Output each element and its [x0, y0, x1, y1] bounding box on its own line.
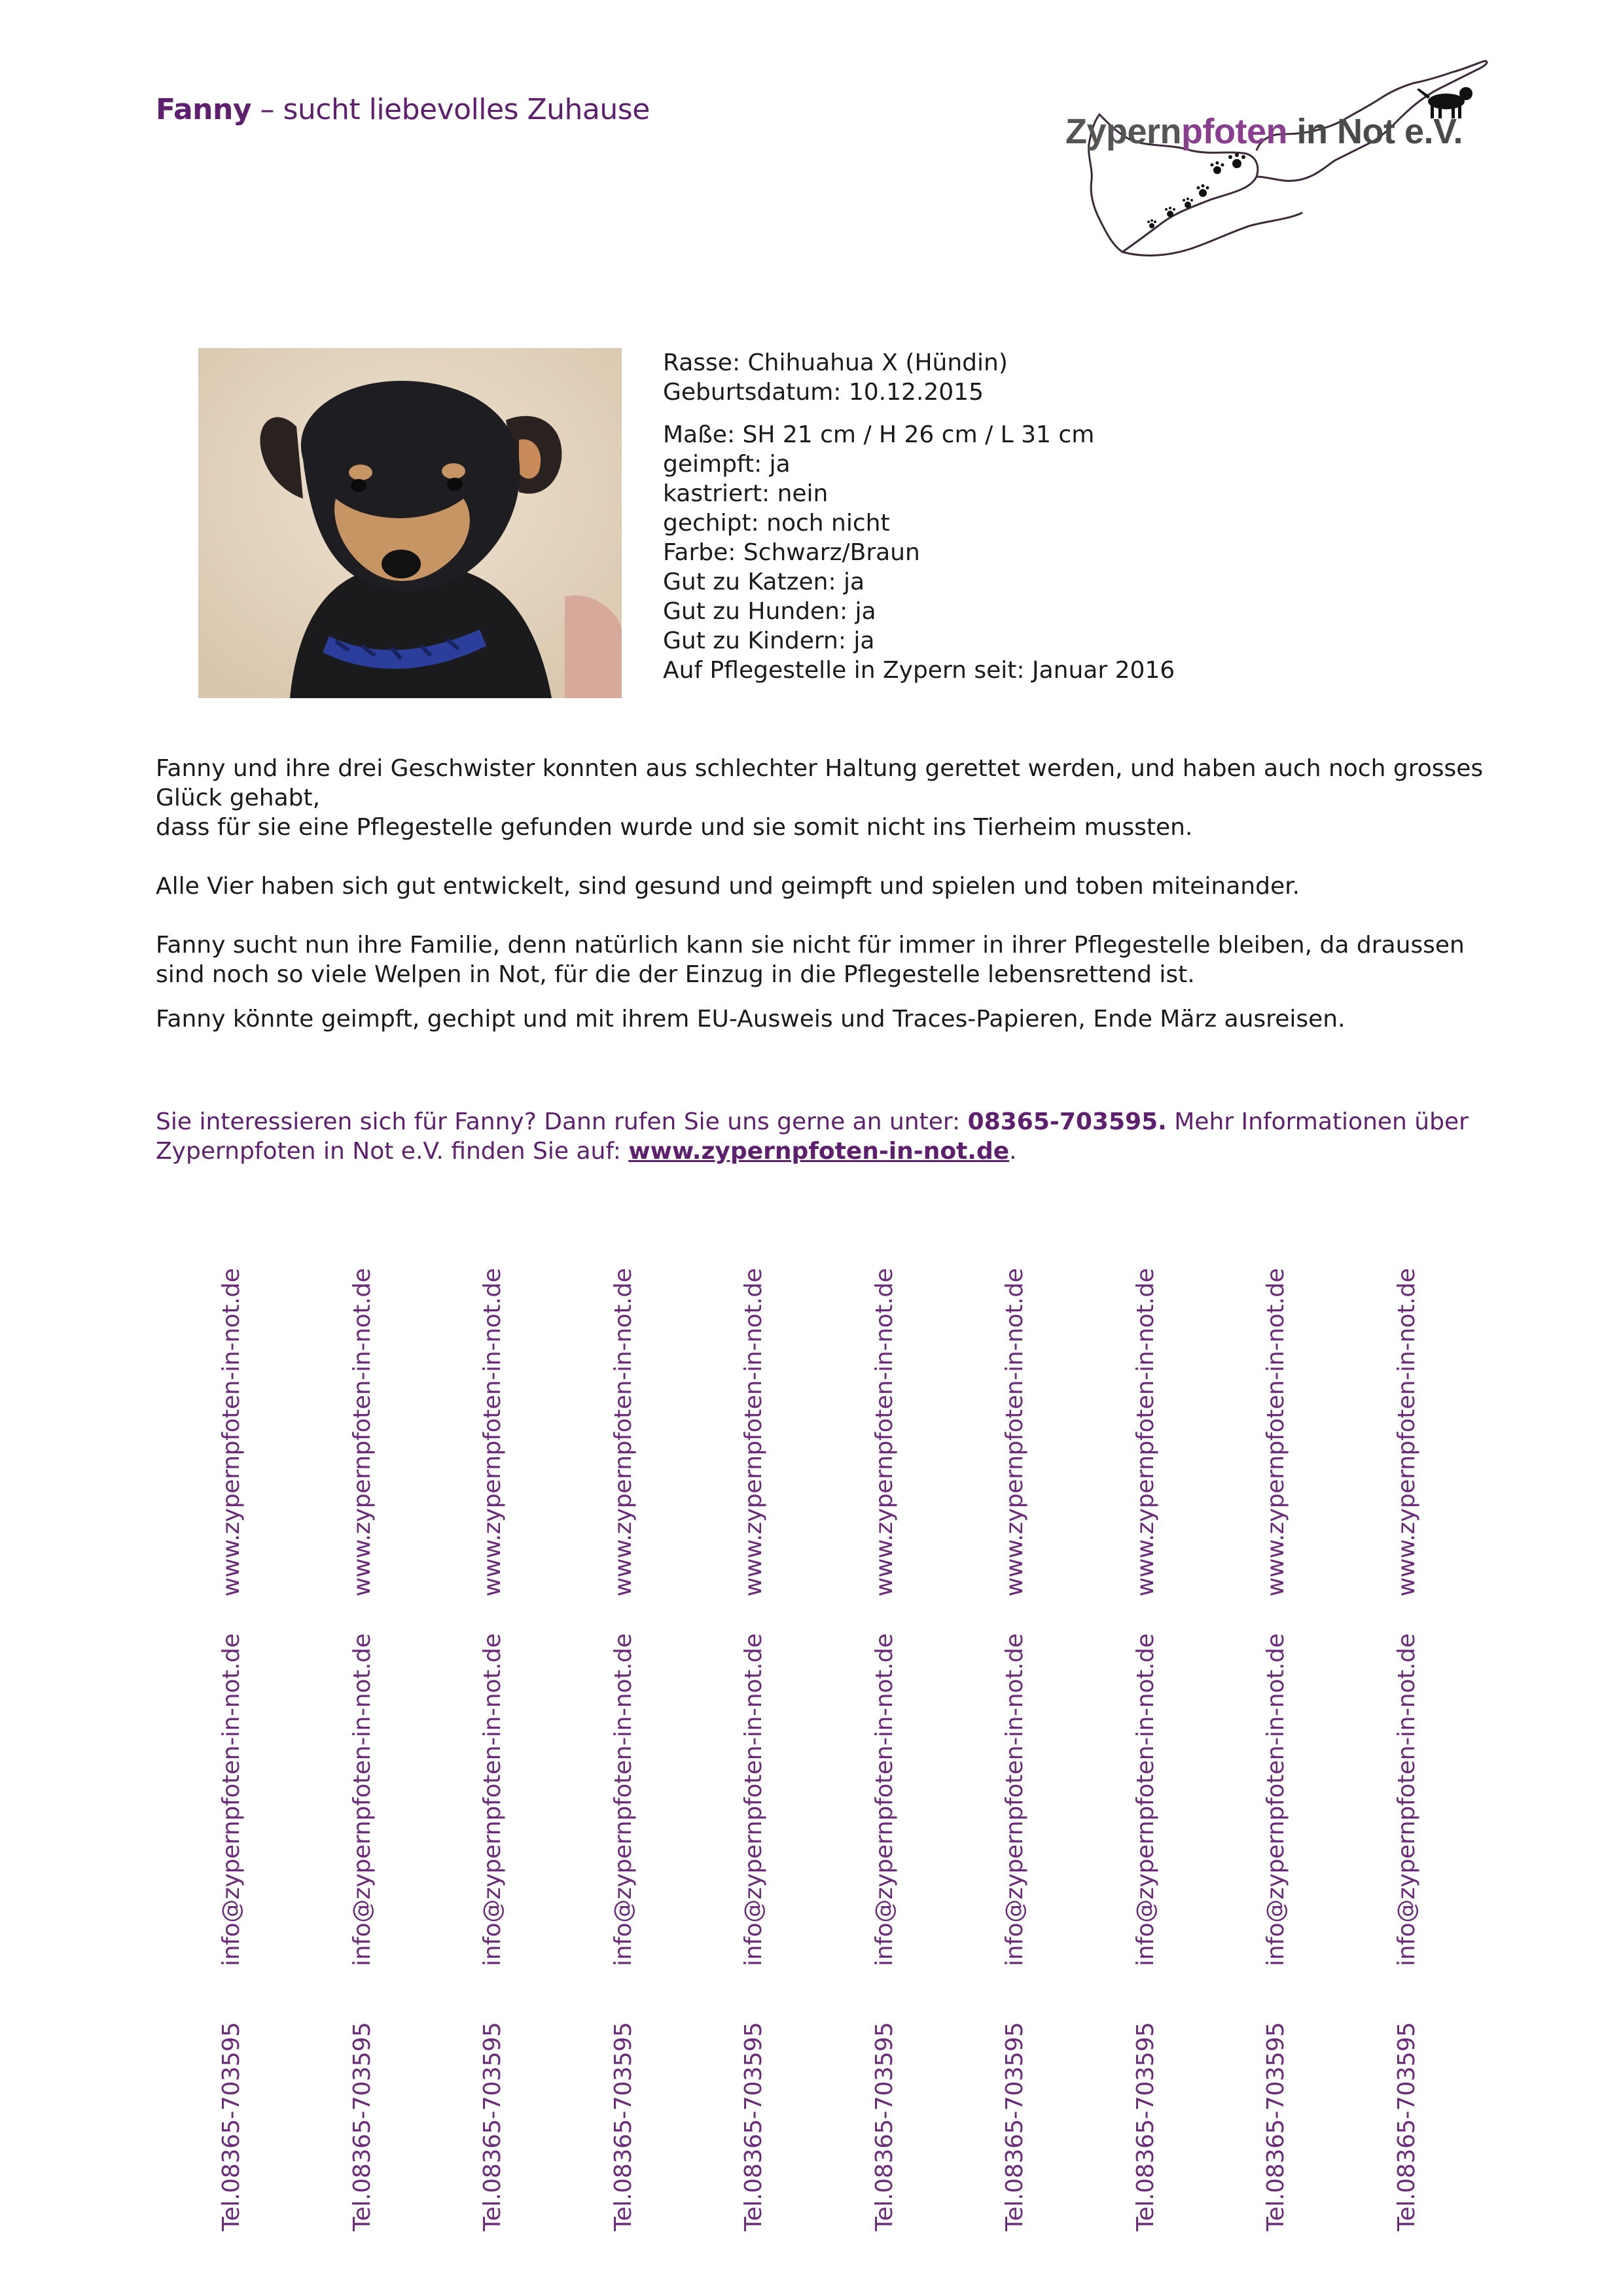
- strip-website: www.zypernpfoten-in-not.de: [218, 1268, 245, 1597]
- strip-website: www.zypernpfoten-in-not.de: [1001, 1268, 1028, 1597]
- strip-phone: Tel.08365-703595: [348, 2022, 376, 2231]
- fact-katzen: Gut zu Katzen: ja: [663, 569, 865, 595]
- fact-gechipt: gechipt: noch nicht: [663, 510, 890, 537]
- strip-email: info@zypernpfoten-in-not.de: [1262, 1633, 1289, 1966]
- tear-off-strip: [217, 1253, 257, 2241]
- tear-off-strip: [1001, 1253, 1040, 2241]
- title-rest: – sucht liebevolles Zuhause: [251, 93, 650, 126]
- strip-website: www.zypernpfoten-in-not.de: [479, 1268, 506, 1597]
- strip-email: info@zypernpfoten-in-not.de: [348, 1633, 376, 1966]
- strip-phone: Tel.08365-703595: [870, 2022, 898, 2231]
- strip-website: www.zypernpfoten-in-not.de: [1262, 1268, 1289, 1597]
- strip-phone: Tel.08365-703595: [1001, 2022, 1028, 2231]
- strip-website: www.zypernpfoten-in-not.de: [870, 1268, 898, 1597]
- strip-email: info@zypernpfoten-in-not.de: [870, 1633, 898, 1966]
- fact-masse: Maße: SH 21 cm / H 26 cm / L 31 cm: [663, 421, 1095, 448]
- tear-off-strip: [870, 1253, 910, 2241]
- fact-geimpft: geimpft: ja: [663, 451, 791, 478]
- strip-email: info@zypernpfoten-in-not.de: [1393, 1633, 1420, 1966]
- dog-name: Fanny: [156, 93, 251, 126]
- page-title: [156, 93, 650, 126]
- fact-kindern: Gut zu Kindern: ja: [663, 627, 875, 654]
- strip-phone: Tel.08365-703595: [1262, 2022, 1289, 2231]
- fact-farbe: Farbe: Schwarz/Braun: [663, 539, 920, 566]
- strip-email: info@zypernpfoten-in-not.de: [1132, 1633, 1159, 1966]
- fact-pflegestelle: Auf Pflegestelle in Zypern seit: Januar 2016: [663, 657, 1175, 684]
- strip-phone: Tel.08365-703595: [1132, 2022, 1159, 2231]
- strip-email: info@zypernpfoten-in-not.de: [479, 1633, 506, 1966]
- contact-info: Sie interessieren sich für Fanny? Dann rufen Sie uns gerne an unter: 08365-703595. Mehr Informationen über Zypernpfoten in Not e.V. finden Sie auf: www.zypernpfoten-in-not.de.: [156, 1108, 1469, 1165]
- paragraph-3: Fanny sucht nun ihre Familie, denn natürlich kann sie nicht für immer in ihrer Pflegestelle bleiben, da draussen sind noch so viele Welpen in Not, für die der Einzug in die Pflegestelle lebensrettend ist.: [156, 932, 1465, 988]
- dog-facts: [663, 348, 1175, 685]
- paragraph-2: Alle Vier haben sich gut entwickelt, sind gesund und geimpft und spielen und toben miteinander.: [156, 873, 1300, 900]
- strip-website: www.zypernpfoten-in-not.de: [1393, 1268, 1420, 1597]
- tear-off-strip: [609, 1253, 649, 2241]
- strip-phone: Tel.08365-703595: [218, 2022, 245, 2231]
- strip-phone: Tel.08365-703595: [479, 2022, 506, 2231]
- paragraph-1b: dass für sie eine Pflegestelle gefunden wurde und sie somit nicht ins Tierheim mussten.: [156, 814, 1193, 841]
- strip-email: info@zypernpfoten-in-not.de: [1001, 1633, 1028, 1966]
- paragraph-1a: Fanny und ihre drei Geschwister konnten aus schlechter Haltung gerettet werden, und haben auch noch grosses Glück gehabt,: [156, 755, 1484, 811]
- strip-phone: Tel.08365-703595: [740, 2022, 767, 2231]
- strip-website: www.zypernpfoten-in-not.de: [740, 1268, 767, 1597]
- strip-phone: Tel.08365-703595: [1393, 2022, 1420, 2231]
- paragraph-4: Fanny könnte geimpft, gechipt und mit ihrem EU-Ausweis und Traces-Papieren, Ende März ausreisen.: [156, 1006, 1346, 1033]
- strip-email: info@zypernpfoten-in-not.de: [740, 1633, 767, 1966]
- logo-wordmark: Zypernpfoten in Not e.V.: [1065, 112, 1463, 151]
- strip-website: www.zypernpfoten-in-not.de: [348, 1268, 376, 1597]
- fact-hunden: Gut zu Hunden: ja: [663, 598, 876, 625]
- strip-phone: Tel.08365-703595: [609, 2022, 637, 2231]
- tear-off-strip: [1132, 1253, 1171, 2241]
- tear-off-strip: [348, 1253, 387, 2241]
- tear-off-strip: [478, 1253, 518, 2241]
- strip-email: info@zypernpfoten-in-not.de: [609, 1633, 637, 1966]
- description: [156, 754, 1484, 1034]
- strip-website: www.zypernpfoten-in-not.de: [609, 1268, 637, 1597]
- strip-email: info@zypernpfoten-in-not.de: [218, 1633, 245, 1966]
- fact-rasse: Rasse: Chihuahua X (Hündin): [663, 349, 1008, 376]
- tear-off-strip: [1262, 1253, 1301, 2241]
- tear-off-strip: [1393, 1253, 1432, 2241]
- paw-prints-icon: [1147, 153, 1245, 228]
- contact-phone: 08365-703595.: [967, 1108, 1167, 1135]
- fact-geburtsdatum: Geburtsdatum: 10.12.2015: [663, 379, 984, 406]
- dog-photo: [198, 348, 622, 698]
- tear-off-strip: [740, 1253, 779, 2241]
- fact-kastriert: kastriert: nein: [663, 480, 829, 507]
- website-link[interactable]: www.zypernpfoten-in-not.de: [628, 1138, 1010, 1165]
- strip-website: www.zypernpfoten-in-not.de: [1132, 1268, 1159, 1597]
